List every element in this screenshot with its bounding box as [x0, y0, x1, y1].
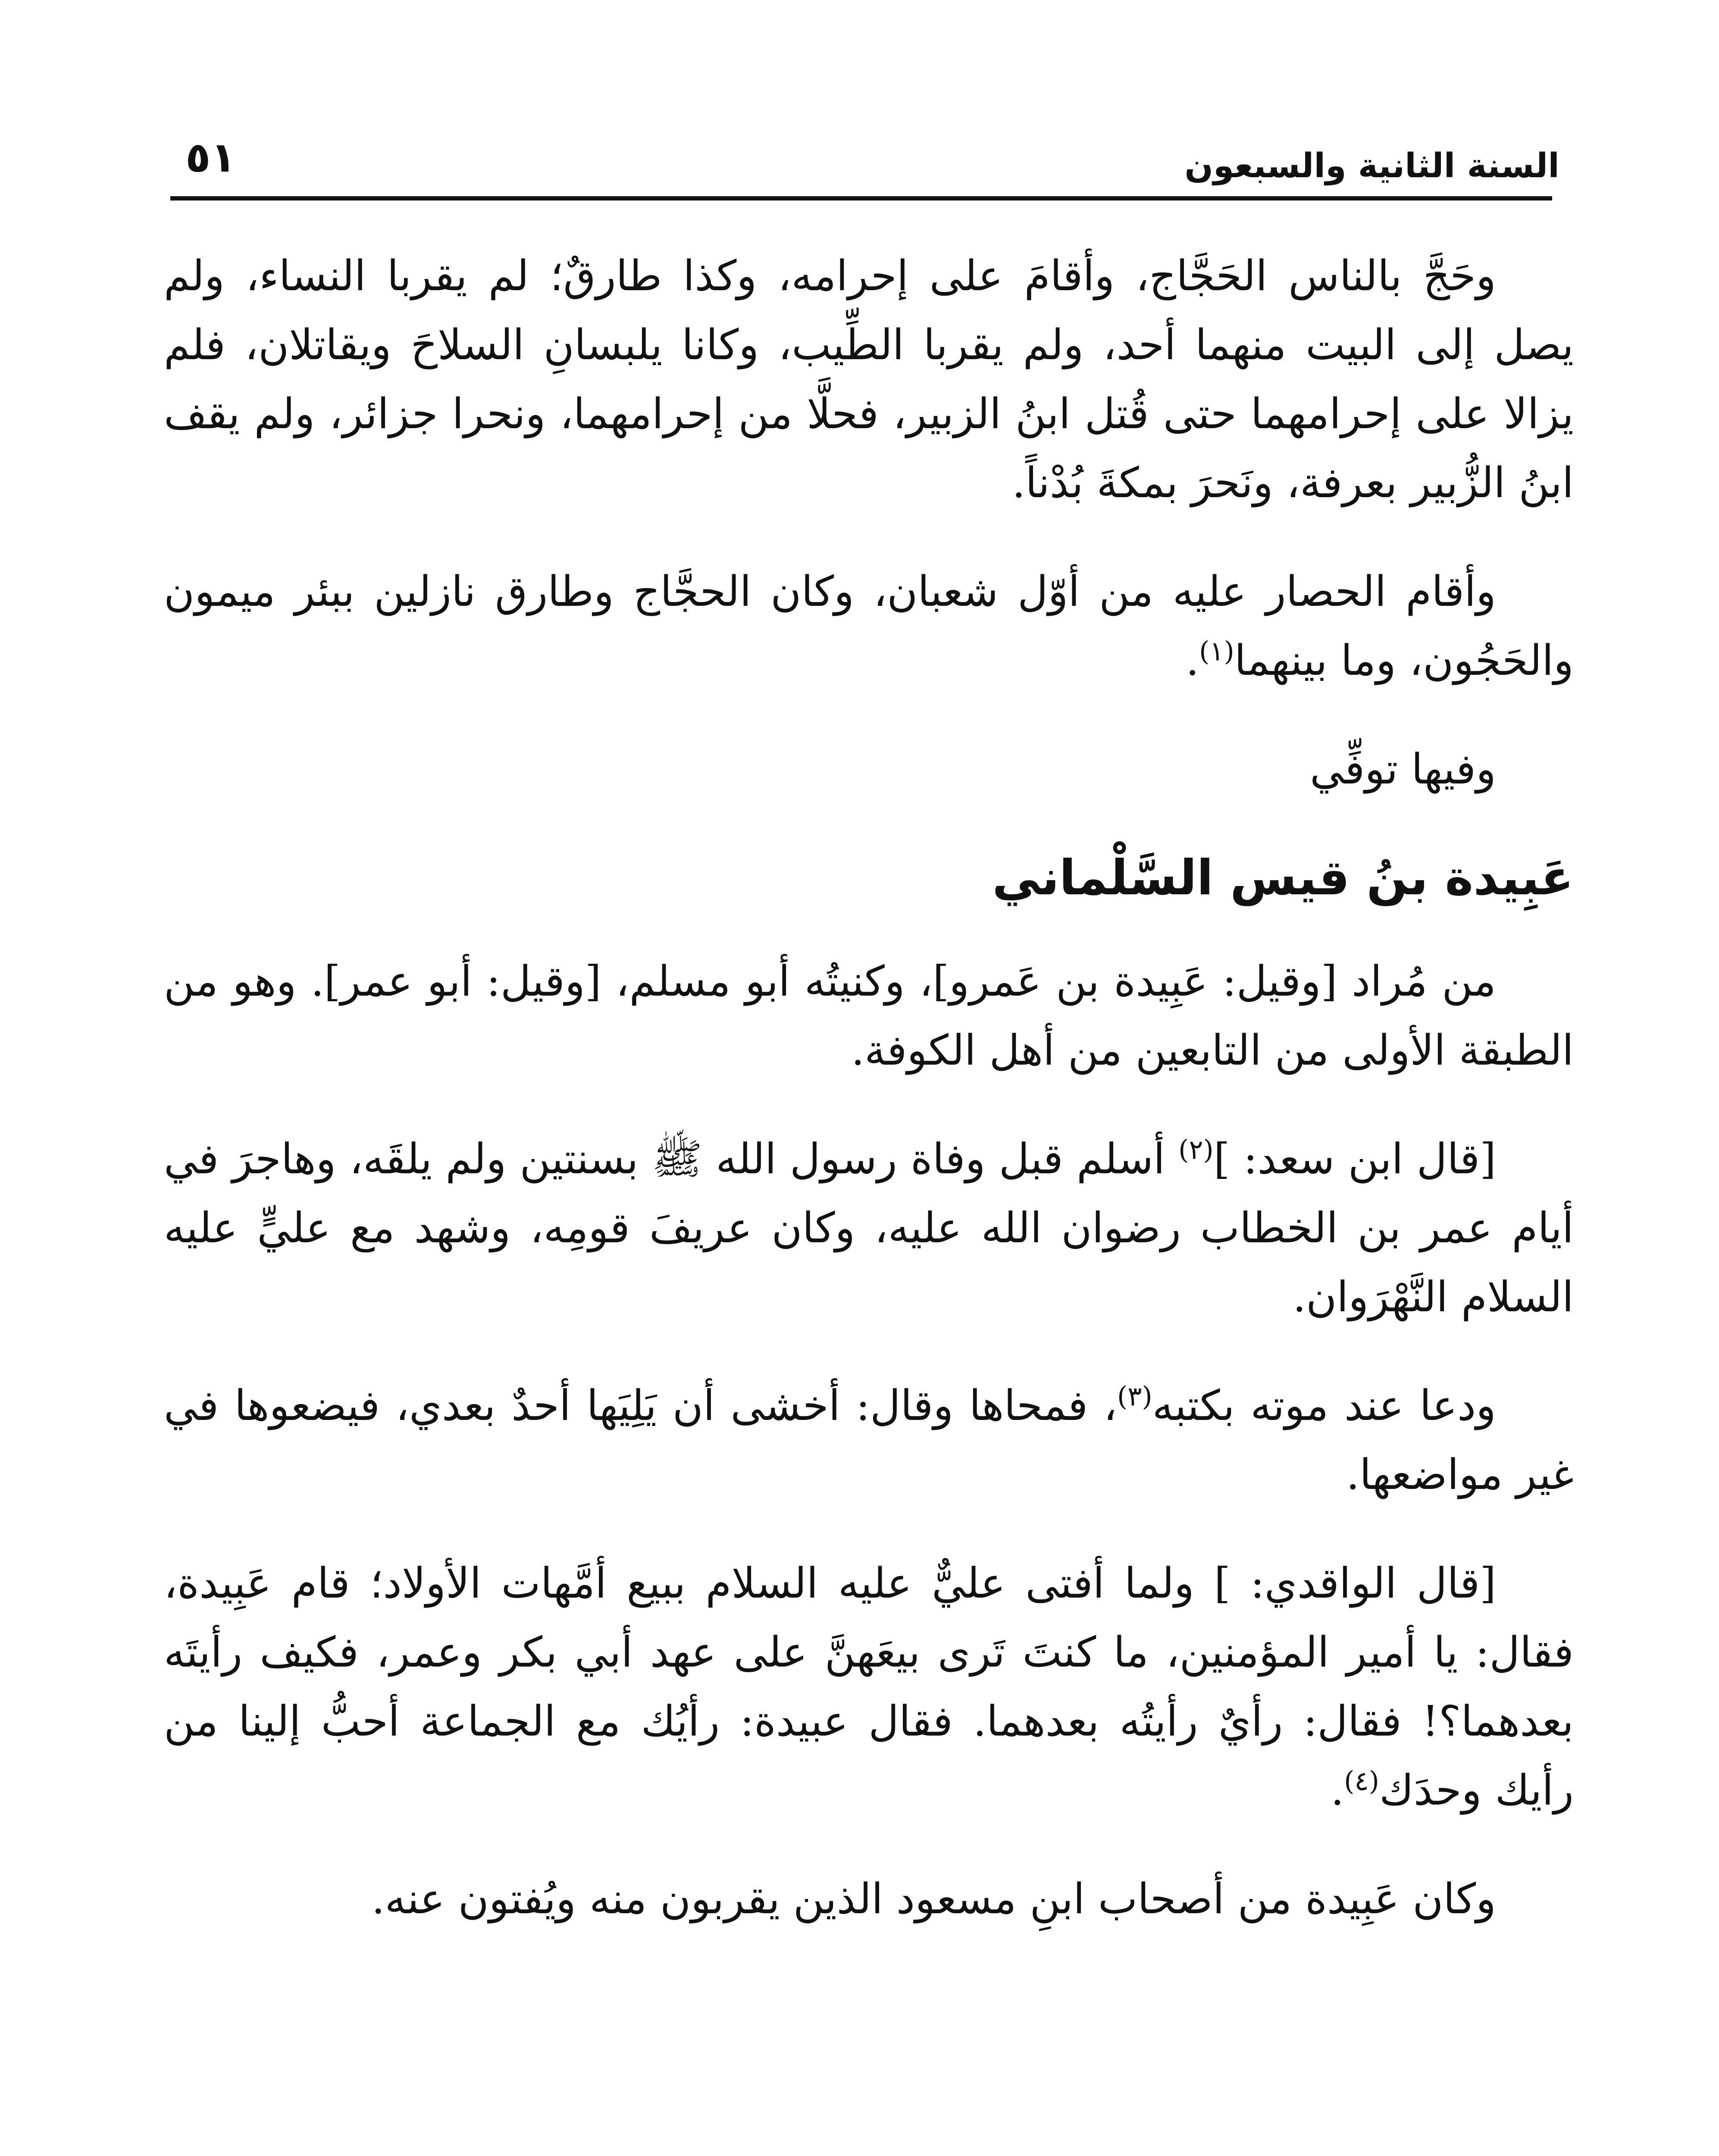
paragraph-text: أسلم قبل وفاة رسول الله ﷺ بسنتين ولم يلقَه، وهاجرَ في أيام عمر بن الخطاب رضوان الله عليه، وكان عريفَ قومِه، وشهد مع عليٍّ عليه السلام النَّهْرَوان.: [164, 1134, 1574, 1321]
running-header-title: السنة الثانية والسبعون: [1184, 147, 1559, 185]
paragraph-text: وكان عَبِيدة من أصحاب ابنِ مسعود الذين يقربون منه ويُفتون عنه.: [371, 1874, 1496, 1923]
paragraph-text: وحَجَّ بالناس الحَجَّاج، وأقامَ على إحرامه، وكذا طارقٌ؛ لم يقربا النساء، ولم يصل إلى البيت منهما أحد، ولم يقربا الطِّيب، وكانا يلبسانِ السلاحَ ويقاتلان، فلم يزالا على إحرامهما حتى قُتل ابنُ الزبير، فحلَّا من إحرامهما، ونحرا جزائر، ولم يقف ابنُ الزُّبير بعرفة، ونَحرَ بمكةَ بُدْناً.: [164, 251, 1574, 507]
paragraph-text: وفيها توفِّي: [1310, 745, 1496, 793]
paragraph-text-end: .: [1331, 1766, 1344, 1814]
footnote-ref-4: (٤): [1344, 1765, 1379, 1797]
paragraph-text: من مُراد [وقيل: عَبِيدة بن عَمرو]، وكنيتُه أبو مسلم، [وقيل: أبو عمر]. وهو من الطبقة الأولى من التابعين من أهل الكوفة.: [164, 957, 1574, 1075]
paragraph: [164, 241, 1574, 517]
footnote-ref-2: (٢): [1178, 1134, 1214, 1166]
paragraph: [164, 1549, 1574, 1825]
paragraph-text: ودعا عند موته بكتبه: [1152, 1381, 1497, 1430]
paragraph-text-start: [قال ابن سعد: ]: [1213, 1134, 1496, 1183]
paragraph: [164, 735, 1574, 804]
page-number: ٥١: [185, 133, 236, 182]
footnote-ref-3: (٣): [1117, 1380, 1152, 1412]
paragraph-text: [قال الواقدي: ] ولما أفتى عليٌّ عليه السلام ببيع أمَّهات الأولاد؛ قام عَبِيدة، فقال: يا أمير المؤمنين، ما كنتَ تَرى بيعَهنَّ على عهد أبي بكر وعمر، فكيف رأيتَه بعدهما؟! فقال: رأيٌ رأيتُه بعدهما. فقال عبيدة: رأيُك مع الجماعة أحبُّ إلينا من رأيك وحدَك: [164, 1559, 1574, 1814]
paragraph: [164, 1125, 1574, 1332]
paragraph: [164, 947, 1574, 1085]
main-text: [164, 241, 1574, 1973]
paragraph: [164, 1371, 1574, 1509]
paragraph-text-end: .: [1186, 636, 1199, 685]
section-heading: عَبِيدة بنُ قيس السَّلْماني: [992, 850, 1574, 906]
paragraph: [164, 1865, 1574, 1934]
paragraph-text: وأقام الحصار عليه من أوّل شعبان، وكان الحجَّاج وطارق نازلين ببئر ميمون والحَجُون، وما بينهما: [164, 567, 1574, 685]
paragraph: [164, 557, 1574, 695]
footnote-ref-1: (١): [1199, 635, 1234, 667]
header-rule: [170, 196, 1552, 201]
paragraph-text-end: ، فمحاها وقال: أخشى أن يَلِيَها أحدٌ بعدي، فيضعوها في غير مواضعها.: [164, 1381, 1574, 1499]
